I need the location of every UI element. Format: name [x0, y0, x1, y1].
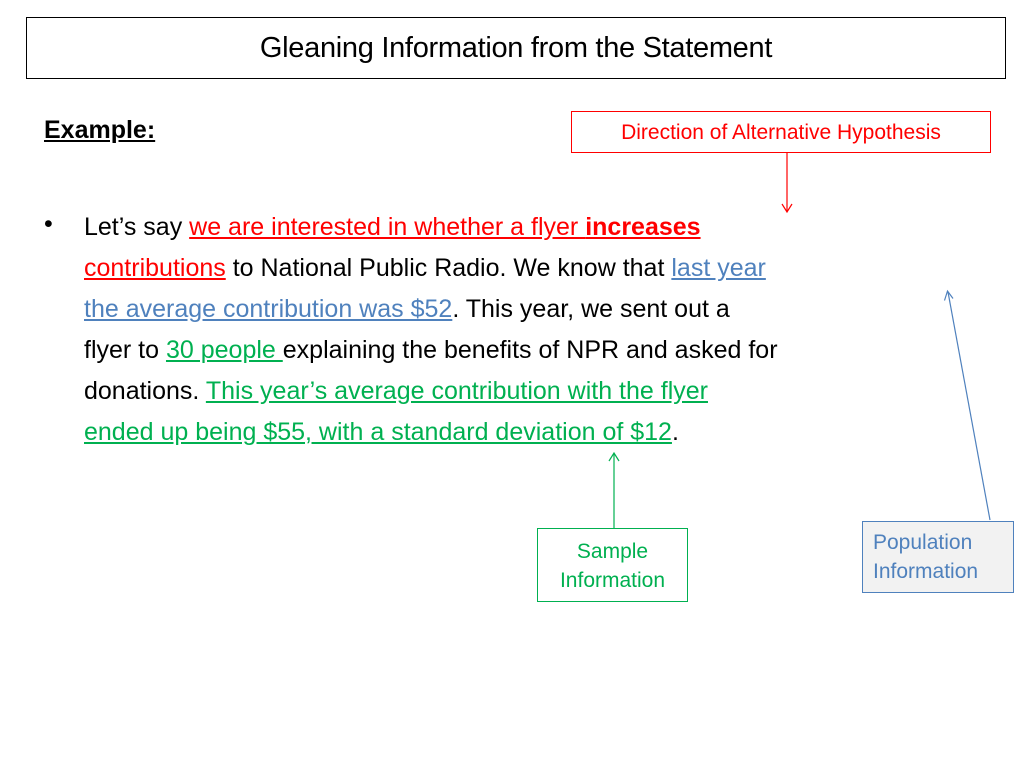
population-text: the average contribution was $52: [84, 295, 453, 323]
slide-title: Gleaning Information from the Statement: [259, 31, 773, 64]
direction-callout: Direction of Alternative Hypothesis: [571, 111, 991, 153]
population-callout-line-2: Information: [873, 560, 979, 583]
plain-text: explaining the benefits of NPR and asked for: [282, 336, 778, 364]
sample-text: ended up being $55, with a standard deviation of $12: [84, 418, 672, 446]
hypothesis-text: we are interested in whether a flyer: [189, 213, 586, 241]
plain-text: to National Public Radio. We know that: [225, 254, 672, 282]
statement-line-5: [84, 371, 964, 412]
direction-arrow-icon: [782, 153, 792, 212]
population-callout-line-1: Population: [873, 531, 973, 554]
sample-callout-line-1: Sample: [576, 540, 649, 563]
plain-text: . This year, we sent out a: [452, 295, 730, 323]
title-box: [26, 17, 1006, 79]
sample-text: This year’s average contribution with the flyer: [205, 377, 708, 405]
sample-callout-line-2: Information: [559, 569, 666, 592]
sample-callout: [537, 528, 688, 602]
statement-line-1: [84, 207, 964, 248]
hypothesis-text: contributions: [84, 254, 226, 282]
statement-line-6: [84, 412, 964, 453]
statement-line-2: [84, 248, 964, 289]
statement-line-4: [84, 330, 964, 371]
plain-text: .: [671, 418, 679, 446]
population-text: last year: [671, 254, 766, 282]
population-callout: [862, 521, 1014, 593]
hypothesis-keyword: increases: [585, 213, 701, 241]
plain-text: Let’s say: [84, 213, 190, 241]
example-label: Example:: [44, 116, 156, 144]
sample-arrow-icon: [609, 453, 619, 528]
plain-text: flyer to: [84, 336, 166, 364]
plain-text: donations.: [84, 377, 206, 405]
bullet-icon: •: [44, 210, 53, 238]
statement-paragraph: [84, 207, 964, 453]
sample-text: 30 people: [165, 336, 283, 364]
statement-line-3: [84, 289, 964, 330]
